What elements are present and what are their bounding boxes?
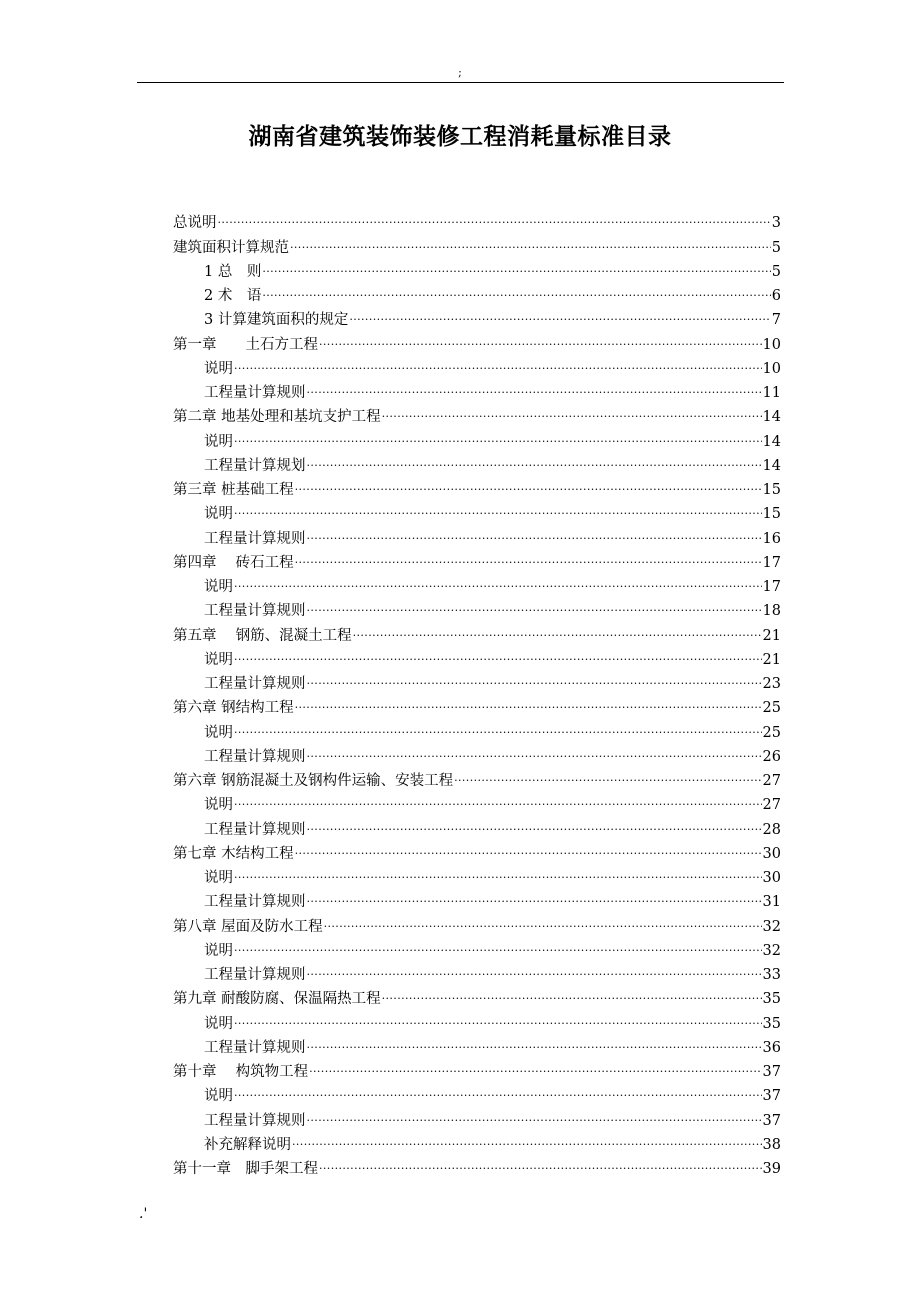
- toc-entry[interactable]: [173, 744, 781, 768]
- toc-entry-label: 工程量计算规则: [204, 821, 306, 838]
- toc-entry-label: 3 计算建筑面积的规定: [204, 312, 349, 329]
- toc-entry-page-number: 5: [771, 263, 781, 280]
- toc-dot-leader: [319, 1156, 762, 1173]
- toc-entry-page-number: 11: [762, 385, 781, 402]
- toc-entry[interactable]: [173, 671, 781, 695]
- toc-dot-leader: [234, 1010, 762, 1027]
- toc-dot-leader: [234, 574, 762, 591]
- toc-entry-label: 第一章 土石方工程: [173, 336, 318, 353]
- toc-entry[interactable]: [173, 283, 781, 307]
- toc-dot-leader: [234, 356, 762, 373]
- toc-entry-label: 工程量计算规则: [204, 894, 306, 911]
- toc-entry[interactable]: [173, 331, 781, 355]
- toc-entry[interactable]: [173, 404, 781, 428]
- toc-entry-label: 说明: [204, 433, 233, 450]
- toc-entry-page-number: 28: [762, 821, 781, 838]
- toc-entry-page-number: 14: [762, 433, 781, 450]
- header-rule: [137, 82, 784, 83]
- toc-entry[interactable]: [173, 380, 781, 404]
- toc-entry[interactable]: [173, 428, 781, 452]
- toc-entry[interactable]: [173, 647, 781, 671]
- toc-entry[interactable]: [173, 816, 781, 840]
- toc-entry-page-number: 35: [762, 991, 781, 1008]
- toc-dot-leader: [218, 210, 771, 227]
- toc-entry[interactable]: [173, 841, 781, 865]
- toc-dot-leader: [454, 768, 761, 785]
- toc-entry-page-number: 27: [762, 773, 781, 790]
- toc-entry[interactable]: [173, 962, 781, 986]
- toc-entry-label: 工程量计算规划: [204, 457, 306, 474]
- toc-dot-leader: [353, 622, 762, 639]
- table-of-contents: [173, 210, 781, 1180]
- toc-entry-page-number: 15: [762, 482, 781, 499]
- toc-entry-page-number: 10: [762, 360, 781, 377]
- toc-entry-page-number: 37: [762, 1064, 781, 1081]
- toc-dot-leader: [382, 986, 762, 1003]
- toc-dot-leader: [290, 234, 771, 251]
- toc-entry[interactable]: [173, 1010, 781, 1034]
- toc-entry-label: 2 术 语: [204, 288, 262, 305]
- toc-entry-page-number: 5: [771, 239, 781, 256]
- toc-entry-page-number: 3: [771, 215, 781, 232]
- toc-entry[interactable]: [173, 234, 781, 258]
- toc-entry[interactable]: [173, 574, 781, 598]
- toc-entry-page-number: 10: [762, 336, 781, 353]
- toc-dot-leader: [307, 598, 762, 615]
- toc-entry-page-number: 21: [762, 651, 781, 668]
- toc-entry-label: 工程量计算规则: [204, 385, 306, 402]
- toc-dot-leader: [349, 307, 770, 324]
- toc-entry-label: 说明: [204, 724, 233, 741]
- toc-entry-page-number: 23: [762, 676, 781, 693]
- toc-entry[interactable]: [173, 1035, 781, 1059]
- toc-entry[interactable]: [173, 622, 781, 646]
- toc-entry-page-number: 26: [762, 748, 781, 765]
- toc-entry[interactable]: [173, 307, 781, 331]
- toc-dot-leader: [262, 283, 770, 300]
- toc-entry-label: 工程量计算规则: [204, 1112, 306, 1129]
- toc-entry-label: 工程量计算规则: [204, 748, 306, 765]
- toc-entry-label: 说明: [204, 651, 233, 668]
- toc-dot-leader: [307, 671, 762, 688]
- toc-dot-leader: [292, 1132, 762, 1149]
- toc-dot-leader: [234, 1083, 762, 1100]
- toc-dot-leader: [307, 744, 762, 761]
- toc-dot-leader: [234, 938, 762, 955]
- toc-entry-page-number: 35: [762, 1015, 781, 1032]
- toc-entry-label: 工程量计算规则: [204, 676, 306, 693]
- toc-entry-page-number: 30: [762, 845, 781, 862]
- toc-entry[interactable]: [173, 501, 781, 525]
- toc-entry-label: 工程量计算规则: [204, 967, 306, 984]
- toc-entry[interactable]: [173, 986, 781, 1010]
- toc-entry[interactable]: [173, 889, 781, 913]
- toc-entry-label: 说明: [204, 870, 233, 887]
- toc-entry[interactable]: [173, 938, 781, 962]
- toc-entry[interactable]: [173, 210, 781, 234]
- toc-entry-label: 说明: [204, 506, 233, 523]
- toc-entry-label: 第七章 木结构工程: [173, 845, 294, 862]
- toc-dot-leader: [262, 259, 770, 276]
- toc-dot-leader: [307, 889, 762, 906]
- toc-entry-page-number: 14: [762, 457, 781, 474]
- toc-entry[interactable]: [173, 356, 781, 380]
- toc-dot-leader: [295, 550, 762, 567]
- header-mark: ;: [458, 66, 462, 79]
- toc-entry-page-number: 37: [762, 1112, 781, 1129]
- toc-entry-page-number: 30: [762, 870, 781, 887]
- toc-entry-page-number: 15: [762, 506, 781, 523]
- toc-entry-label: 第六章 钢结构工程: [173, 700, 294, 717]
- toc-entry-page-number: 25: [762, 700, 781, 717]
- toc-entry-page-number: 39: [762, 1161, 781, 1178]
- toc-entry-label: 补充解释说明: [204, 1136, 291, 1153]
- toc-dot-leader: [234, 719, 762, 736]
- toc-entry-label: 总说明: [173, 215, 217, 232]
- toc-entry-page-number: 32: [762, 918, 781, 935]
- toc-entry-label: 说明: [204, 942, 233, 959]
- toc-entry[interactable]: [173, 259, 781, 283]
- toc-entry-page-number: 32: [762, 942, 781, 959]
- toc-entry[interactable]: [173, 1083, 781, 1107]
- toc-entry-label: 工程量计算规则: [204, 530, 306, 547]
- toc-dot-leader: [382, 404, 762, 421]
- document-title: 湖南省建筑装饰装修工程消耗量标准目录: [248, 124, 672, 150]
- toc-dot-leader: [307, 1107, 762, 1124]
- toc-dot-leader: [234, 501, 762, 518]
- footer-mark: .': [139, 1206, 148, 1222]
- toc-entry-label: 建筑面积计算规范: [173, 239, 289, 256]
- toc-dot-leader: [295, 695, 762, 712]
- toc-entry-page-number: 25: [762, 724, 781, 741]
- toc-entry[interactable]: [173, 865, 781, 889]
- toc-entry-label: 第六章 钢筋混凝土及钢构件运输、安装工程: [173, 773, 454, 790]
- toc-entry[interactable]: [173, 913, 781, 937]
- toc-entry[interactable]: [173, 1107, 781, 1131]
- toc-entry-label: 说明: [204, 579, 233, 596]
- toc-entry-page-number: 17: [762, 554, 781, 571]
- toc-entry-label: 说明: [204, 797, 233, 814]
- toc-entry-label: 工程量计算规则: [204, 1039, 306, 1056]
- toc-dot-leader: [307, 816, 762, 833]
- toc-dot-leader: [309, 1059, 761, 1076]
- toc-entry-label: 说明: [204, 1015, 233, 1032]
- toc-entry-label: 说明: [204, 1088, 233, 1105]
- toc-dot-leader: [307, 380, 762, 397]
- toc-entry-label: 第九章 耐酸防腐、保温隔热工程: [173, 991, 381, 1008]
- toc-dot-leader: [234, 792, 762, 809]
- toc-entry-page-number: 16: [762, 530, 781, 547]
- toc-entry-page-number: 31: [762, 894, 781, 911]
- toc-entry[interactable]: [173, 453, 781, 477]
- toc-dot-leader: [307, 453, 762, 470]
- toc-entry-label: 说明: [204, 360, 233, 377]
- toc-entry[interactable]: [173, 477, 781, 501]
- toc-dot-leader: [295, 841, 762, 858]
- toc-dot-leader: [234, 865, 762, 882]
- toc-entry[interactable]: [173, 1156, 781, 1180]
- toc-entry-page-number: 36: [762, 1039, 781, 1056]
- toc-dot-leader: [307, 525, 762, 542]
- toc-entry[interactable]: [173, 550, 781, 574]
- toc-entry-page-number: 18: [762, 603, 781, 620]
- toc-dot-leader: [324, 913, 762, 930]
- toc-dot-leader: [307, 1035, 762, 1052]
- toc-entry-label: 第十一章 脚手架工程: [173, 1161, 318, 1178]
- toc-entry-label: 第十章 构筑物工程: [173, 1064, 309, 1081]
- toc-entry-page-number: 38: [762, 1136, 781, 1153]
- toc-entry-label: 1 总 则: [204, 263, 262, 280]
- toc-entry-label: 第五章 钢筋、混凝土工程: [173, 627, 352, 644]
- toc-dot-leader: [234, 428, 762, 445]
- toc-entry[interactable]: [173, 1059, 781, 1083]
- toc-entry-page-number: 17: [762, 579, 781, 596]
- toc-entry-label: 工程量计算规则: [204, 603, 306, 620]
- toc-entry-page-number: 21: [762, 627, 781, 644]
- toc-entry[interactable]: [173, 719, 781, 743]
- toc-entry[interactable]: [173, 792, 781, 816]
- toc-entry[interactable]: [173, 1132, 781, 1156]
- toc-entry-page-number: 6: [771, 288, 781, 305]
- toc-entry-page-number: 7: [771, 312, 781, 329]
- toc-entry-label: 第三章 桩基础工程: [173, 482, 294, 499]
- toc-dot-leader: [234, 647, 762, 664]
- toc-entry-label: 第八章 屋面及防水工程: [173, 918, 323, 935]
- toc-entry[interactable]: [173, 695, 781, 719]
- toc-entry-page-number: 33: [762, 967, 781, 984]
- toc-dot-leader: [319, 331, 762, 348]
- toc-dot-leader: [295, 477, 762, 494]
- toc-dot-leader: [307, 962, 762, 979]
- toc-entry-page-number: 27: [762, 797, 781, 814]
- toc-entry-label: 第四章 砖石工程: [173, 554, 294, 571]
- toc-entry[interactable]: [173, 768, 781, 792]
- toc-entry-page-number: 14: [762, 409, 781, 426]
- toc-entry-page-number: 37: [762, 1088, 781, 1105]
- toc-entry-label: 第二章 地基处理和基坑支护工程: [173, 409, 381, 426]
- toc-entry[interactable]: [173, 598, 781, 622]
- toc-entry[interactable]: [173, 525, 781, 549]
